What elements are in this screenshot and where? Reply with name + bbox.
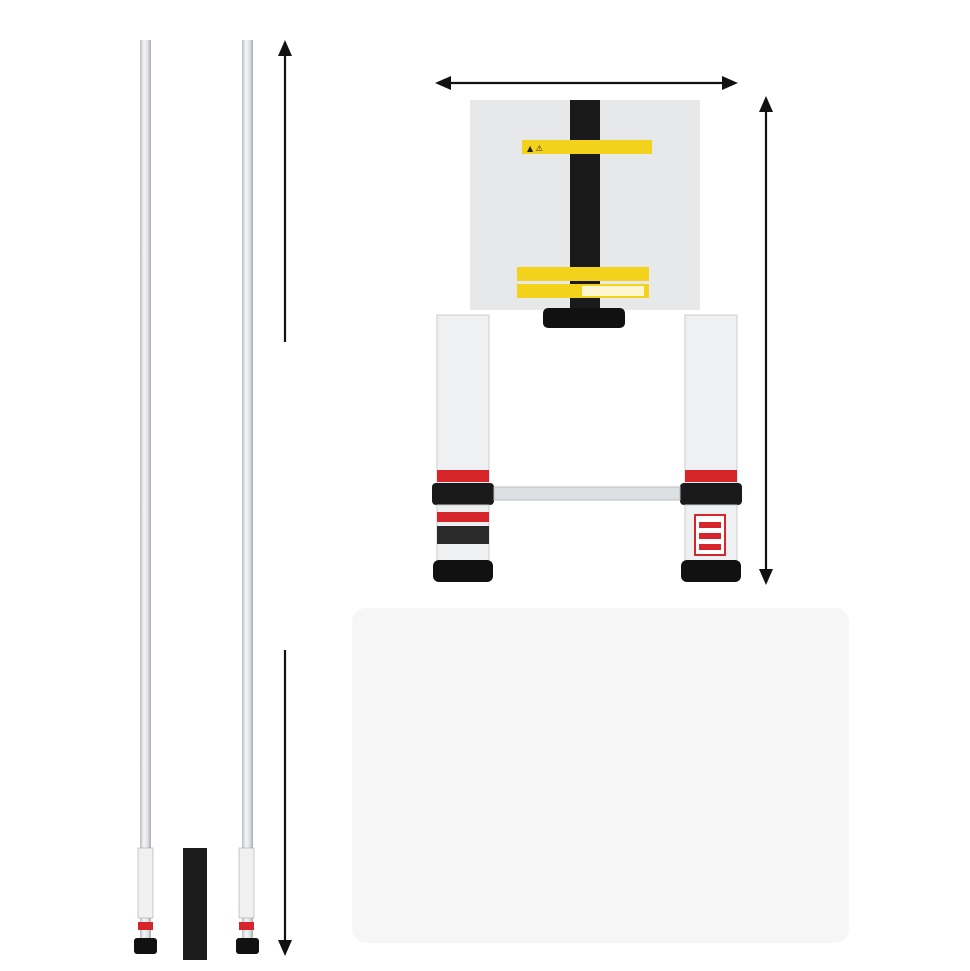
svg-text:▲ ⚠: ▲ ⚠ [527, 144, 543, 153]
specifications-panel [352, 608, 849, 943]
